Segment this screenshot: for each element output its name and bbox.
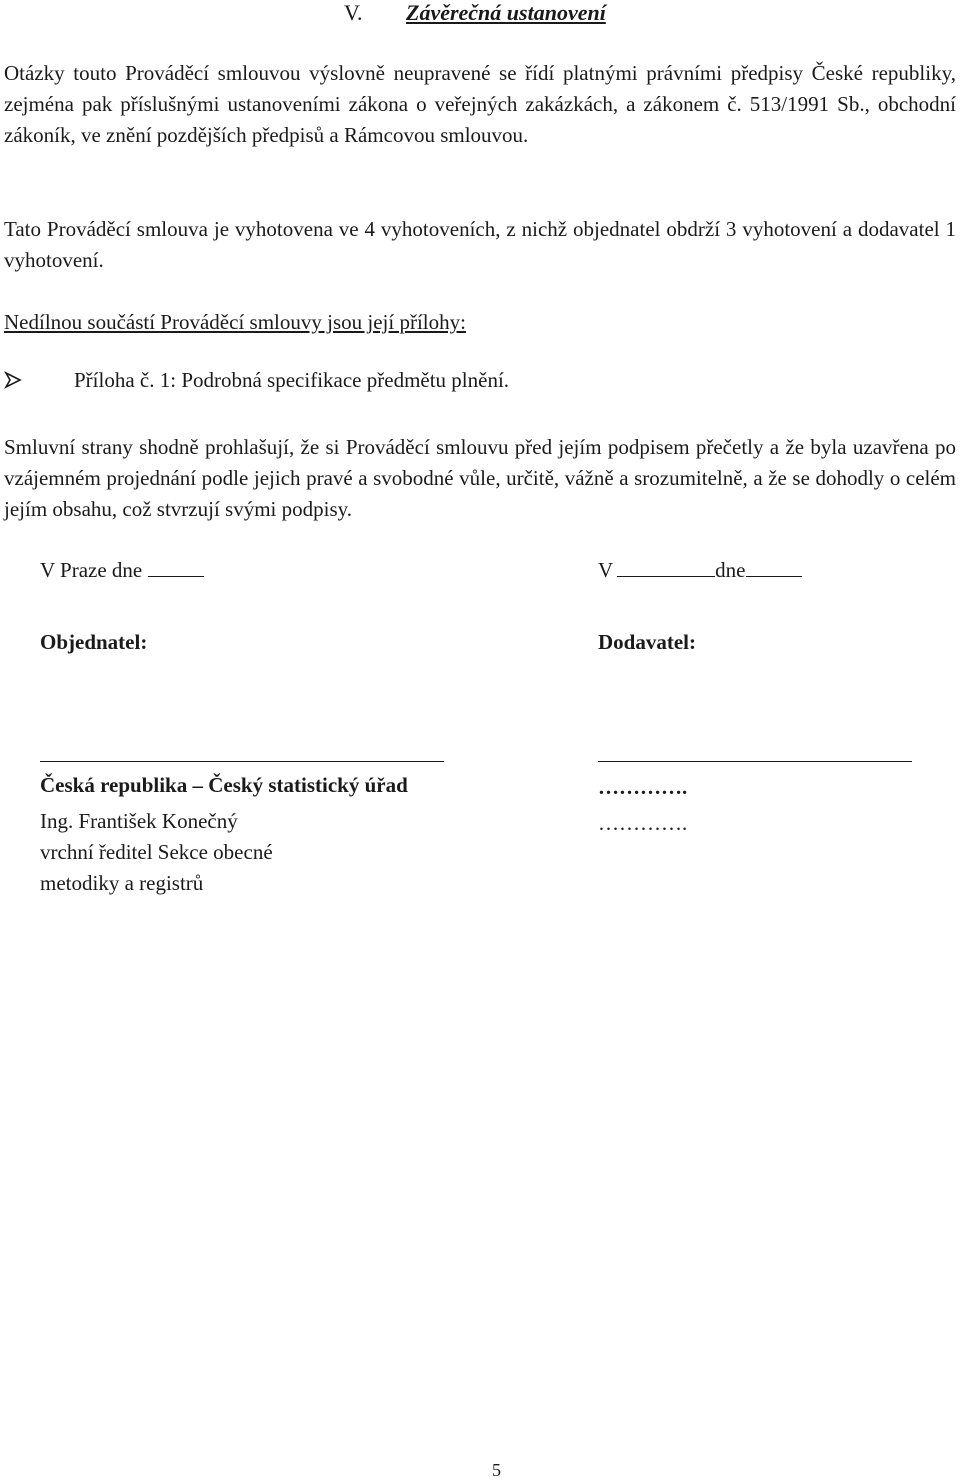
right-title-placeholder: ………….	[598, 811, 688, 835]
left-date-blank	[148, 558, 204, 577]
attachment-label: Příloha č. 1: Podrobná specifikace předmětu plnění.	[74, 368, 510, 392]
left-person-title-line2: metodiky a registrů	[40, 871, 204, 895]
document-page	[4, 0, 956, 1480]
paragraph-declaration: Smluvní strany shodně prohlašují, že si Prováděcí smlouvu před jejím podpisem přečetly a že byla uzavřena po vzájemném projednání podle jejich pravé a svobodné vůle, určitě, vážně a srozumitelně, a že se dohodly o celém jejím obsahu, což stvrzují svými podpisy.	[4, 435, 956, 521]
right-signature-line	[598, 761, 912, 762]
attachment-list-item	[4, 368, 509, 393]
right-date-blank	[746, 558, 802, 577]
left-place-date-line	[40, 558, 204, 583]
left-party-label: Objednatel:	[40, 630, 148, 654]
paragraph-governing-law: Otázky touto Prováděcí smlouvou výslovně neupravené se řídí platnými právními předpisy České republiky, zejména pak příslušnými ustanoveními zákona o veřejných zakázkách, a zákonem č. 513/1991 Sb., obchodní zákoník, ve znění pozdějších předpisů a Rámcovou smlouvou.	[4, 61, 956, 147]
right-place-date-line	[598, 558, 802, 583]
right-place-prefix: V	[598, 558, 614, 582]
page-number: 5	[492, 1460, 501, 1480]
arrow-bullet-icon	[4, 371, 22, 389]
right-party-label: Dodavatel:	[598, 630, 696, 654]
left-place-prefix: V Praze dne	[40, 558, 143, 582]
section-title: Závěrečná ustanovení	[406, 0, 606, 25]
right-name-placeholder: ………….	[598, 775, 688, 799]
attachments-heading: Nedílnou součástí Prováděcí smlouvy jsou její přílohy:	[4, 310, 466, 334]
right-date-word: dne	[715, 558, 746, 582]
section-number: V.	[344, 0, 363, 25]
left-person-title-line1: vrchní ředitel Sekce obecné	[40, 840, 273, 864]
paragraph-copies: Tato Prováděcí smlouva je vyhotovena ve 4 vyhotoveních, z nichž objednatel obdrží 3 vyhotovení a dodavatel 1 vyhotovení.	[4, 217, 956, 272]
left-signature-line	[40, 761, 444, 762]
section-heading	[344, 0, 606, 26]
left-person-name: Ing. František Konečný	[40, 809, 238, 833]
left-party-name: Česká republika – Český statistický úřad	[40, 773, 408, 797]
right-place-blank	[617, 558, 715, 577]
